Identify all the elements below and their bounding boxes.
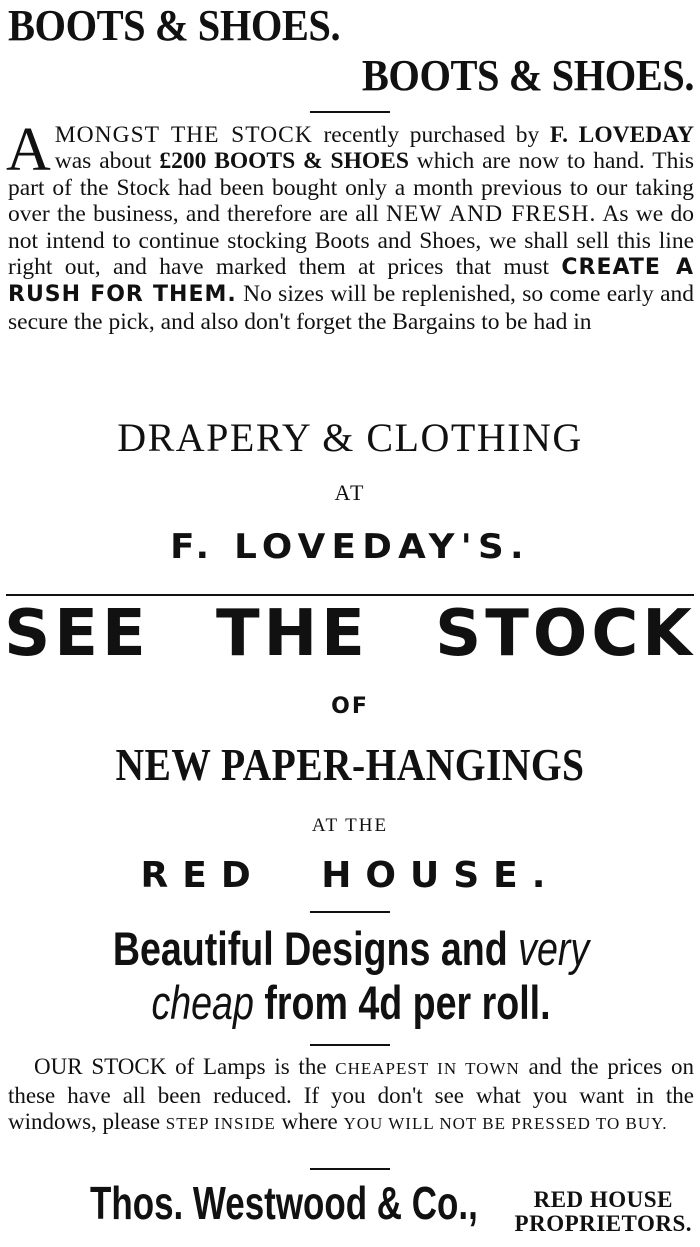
- notice-text: As we do not intend to continue stocking Boots and Shoes, we shall sell this line right out, and have marked them at prices that must: [8, 201, 694, 281]
- paper-hangings-heading: NEW PAPER-HANGINGS: [115, 739, 585, 790]
- notice-text: was about: [54, 148, 160, 175]
- see-the-stock-heading: SEE THE STOCK: [4, 597, 696, 671]
- notice-text: recently purchased by: [312, 122, 550, 148]
- proprietors-label: [515, 1188, 692, 1236]
- notice-text: No sizes will be replenished, so come early and secure the pick, and also don't forget the Bargains to be had in: [8, 281, 694, 335]
- lamps-text: where: [275, 1109, 344, 1134]
- loveday-heading: F. LOVEDAY'S.: [170, 527, 530, 567]
- proprietors-line-1: RED HOUSE: [533, 1187, 673, 1212]
- notice-name: F. LOVEDAY: [549, 122, 694, 148]
- designs-price-line: [75, 922, 627, 1030]
- proprietors-line-2: PROPRIETORS.: [514, 1211, 692, 1236]
- lamps-smallcaps: STEP INSIDE: [165, 1114, 276, 1133]
- divider-rule: [310, 911, 390, 913]
- notice-rush: CREATE A RUSH FOR THEM.: [8, 255, 695, 308]
- notice-fresh: NEW AND FRESH.: [386, 201, 597, 228]
- lamps-smallcaps: CHEAPEST IN TOWN: [335, 1059, 520, 1078]
- designs-text: from 4d per roll.: [253, 976, 551, 1029]
- heading-boots-shoes-right: BOOTS & SHOES.: [361, 51, 694, 100]
- designs-italic: very cheap: [151, 922, 590, 1029]
- heading-boots-shoes-left: BOOTS & SHOES.: [8, 1, 341, 50]
- lamps-lead: OUR STOCK: [34, 1054, 167, 1079]
- lamps-text: and the prices on these have all been reduced. If you don't see what you want in the windows, please: [8, 1054, 694, 1134]
- notice-amount: £200 BOOTS & SHOES: [159, 148, 409, 175]
- divider-rule: [310, 111, 390, 113]
- drapery-clothing-heading: DRAPERY & CLOTHING: [117, 415, 583, 460]
- at-label: AT: [334, 480, 366, 505]
- notice-text: which are now to hand. This part of the Stock had been bought only a month previous to our taking over the business, and therefore are all: [8, 148, 694, 228]
- red-house-heading: RED HOUSE.: [140, 855, 560, 896]
- of-label: OF: [331, 694, 369, 719]
- lamps-paragraph: [8, 1054, 694, 1138]
- lamps-text: of Lamps is the: [166, 1054, 336, 1079]
- boots-notice-paragraph: [6, 116, 695, 335]
- section-divider: [6, 594, 694, 596]
- designs-text: Beautiful Designs and: [112, 922, 519, 975]
- lamps-smallcaps: YOU WILL NOT BE PRESSED TO BUY.: [343, 1114, 668, 1133]
- notice-lead-caps: MONGST THE STOCK: [54, 122, 313, 148]
- drop-cap: A: [6, 116, 51, 184]
- divider-rule: [310, 1044, 390, 1046]
- signature-westwood: Thos. Westwood & Co.,: [90, 1177, 478, 1229]
- at-the-label: AT THE: [311, 815, 389, 836]
- divider-rule: [310, 1168, 390, 1170]
